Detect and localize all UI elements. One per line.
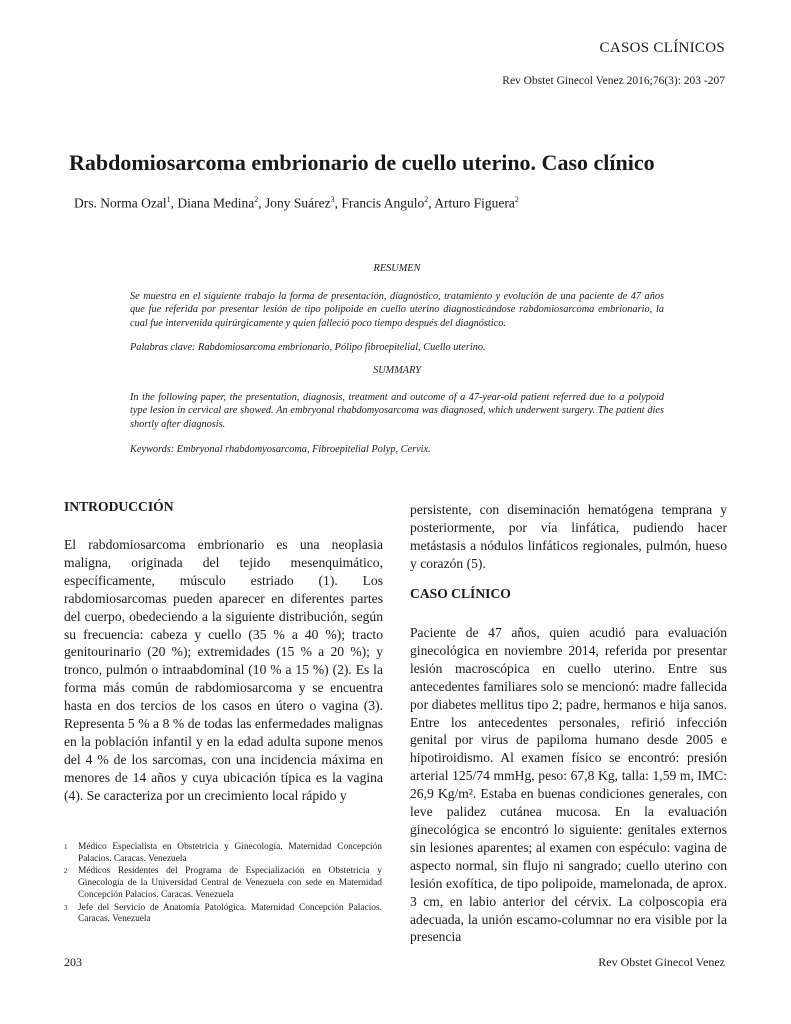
author-separator: , [428, 195, 435, 211]
case-text: Paciente de 47 años, quien acudió para evaluación ginecológica en noviembre 2014, referida por presentar lesión macroscópica en cuello uterino. Entre sus antecedentes familiares solo se mencionó: madre fallecida por diabetes mellitus tipo 2; padre, hermanos e hija sanos. Entre los antecedentes personales, refirió infección genital por virus de papiloma humano desde 2005 e hipotiroidismo. Al examen físico se encontró: presión arterial 125/74 mmHg, peso: 67,8 Kg, talla: 1,59 m, IMC: 26,9 Kg/m². Estaba en buenas condiciones generales, con leve palidez cutánea mucosa. En la evaluación ginecológica se encontró lo siguiente: genitales externos sin lesiones aparentes; al examen con espéculo: vagina de aspecto normal, sin flujo ni sangrado; cuello uterino con lesión exofítica, de tipo polipoide, mamelonada, de aprox. 3 cm, en labio anterior del cérvix. La colposcopia era adecuada, la unión escamo-columnar no era visible por la presencia [410, 625, 727, 945]
intro-text: El rabdomiosarcoma embrionario es una neoplasia maligna, originada del tejido mesenquimático, específicamente, músculo estriado (1). Los rabdomiosarcomas pueden aparecer en diferentes partes del cuerpo, obedeciendo a la siguiente distribución, según su frecuencia: cabeza y cuello (35 % a 40 %); tracto genitourinario (20 %); extremidades (15 % a 20 %); y tronco, pulmón o intraabdominal (10 % a 15 %) (2). Es la forma más común de rabdomiosarcoma y se encuentra hasta en dos tercios de los casos en útero o vagina (3). Representa 5 % a 8 % de todas las enfermedades malignas en la población infantil y en la edad adulta supone menos del 4 % de los sarcomas, con una incidencia máxima en menores de 14 años y cuya ubicación típica es la vagina (4). Se caracteriza por un crecimiento local rápido y [64, 537, 383, 803]
palabras-clave: Palabras clave: Rabdomiosarcoma embrionario, Pólipo fibroepitelial, Cuello uterino. [130, 342, 486, 353]
resumen-text: Se muestra en el siguiente trabajo la forma de presentación, diagnóstico, tratamiento y evolución de una paciente de 47 años que fue referida por presentar lesión de tipo polipoide en cuello uterino diagnosticándose rabdomiosarcoma embrionario, la cual fue intervenida quirúrgicamente y quien falleció poco tiempo después del diagnóstico. [130, 291, 664, 329]
footnotes [64, 842, 382, 927]
journal-reference: Rev Obstet Ginecol Venez 2016;76(3): 203 -207 [502, 75, 725, 87]
footnote-text: Médico Especialista en Obstetricia y Ginecología. Maternidad Concepción Palacios. Caracas. Venezuela [78, 842, 382, 864]
author-affiliation-mark: 2 [254, 195, 259, 204]
author-affiliation-mark: 2 [424, 195, 429, 204]
keywords: Keywords: Embryonal rhabdomyosarcoma, Fibroepitelial Polyp, Cervix. [130, 444, 431, 455]
page-number: 203 [64, 955, 82, 969]
author: Jony Suárez [264, 195, 331, 211]
section-label: CASOS CLÍNICOS [599, 40, 725, 56]
footnote-text: Jefe del Servicio de Anatomía Patológica. Maternidad Concepción Palacios. Caracas. Venezuela [78, 902, 382, 925]
author: Norma Ozal [100, 195, 167, 211]
footnote-number: 1 [64, 843, 68, 851]
summary-heading: SUMMARY [373, 365, 421, 376]
summary-text: In the following paper, the presentation, diagnosis, treatment and outcome of a 47-year-old patient referred due to a polypoid type lesion in cervical are showed. An embryonal rhabdomyosarcoma was diagnosed, which underwent surgery. The patient dies shortly after diagnosis. [130, 392, 664, 430]
author-prefix: Drs. [74, 195, 101, 211]
intro-continuation: persistente, con diseminación hematógena temprana y posteriormente, por vía linfática, pudiendo hacer metástasis a nódulos linfáticos regionales, pulmón, hueso y corazón (5). [410, 502, 727, 571]
author: Diana Medina [177, 195, 255, 211]
author-separator: , [334, 195, 342, 211]
author: Arturo Figuera [434, 195, 515, 211]
author-separator: , [258, 195, 265, 211]
intro-heading: INTRODUCCIÓN [64, 499, 174, 514]
author-list [74, 195, 519, 212]
case-heading: CASO CLÍNICO [410, 586, 511, 601]
footer-journal: Rev Obstet Ginecol Venez [598, 955, 725, 969]
author-separator: , [170, 195, 178, 211]
footnote [64, 842, 382, 865]
footnote [64, 866, 382, 901]
footnote-number: 3 [64, 903, 68, 912]
article-title: Rabdomiosarcoma embrionario de cuello uterino. Caso clínico [69, 150, 655, 175]
footnote-number: 2 [64, 867, 68, 876]
author: Francis Angulo [341, 195, 425, 211]
author-affiliation-mark: 1 [166, 195, 171, 204]
footnote-text: Médicos Residentes del Programa de Especialización en Obstetricia y Ginecología de la Universidad Central de Venezuela con sede en Maternidad Concepción Palacios. Caracas. Venezuela [78, 866, 382, 900]
author-affiliation-mark: 3 [330, 195, 335, 204]
footnote [64, 903, 382, 926]
resumen-heading: RESUMEN [373, 263, 421, 274]
author-affiliation-mark: 2 [514, 195, 519, 204]
